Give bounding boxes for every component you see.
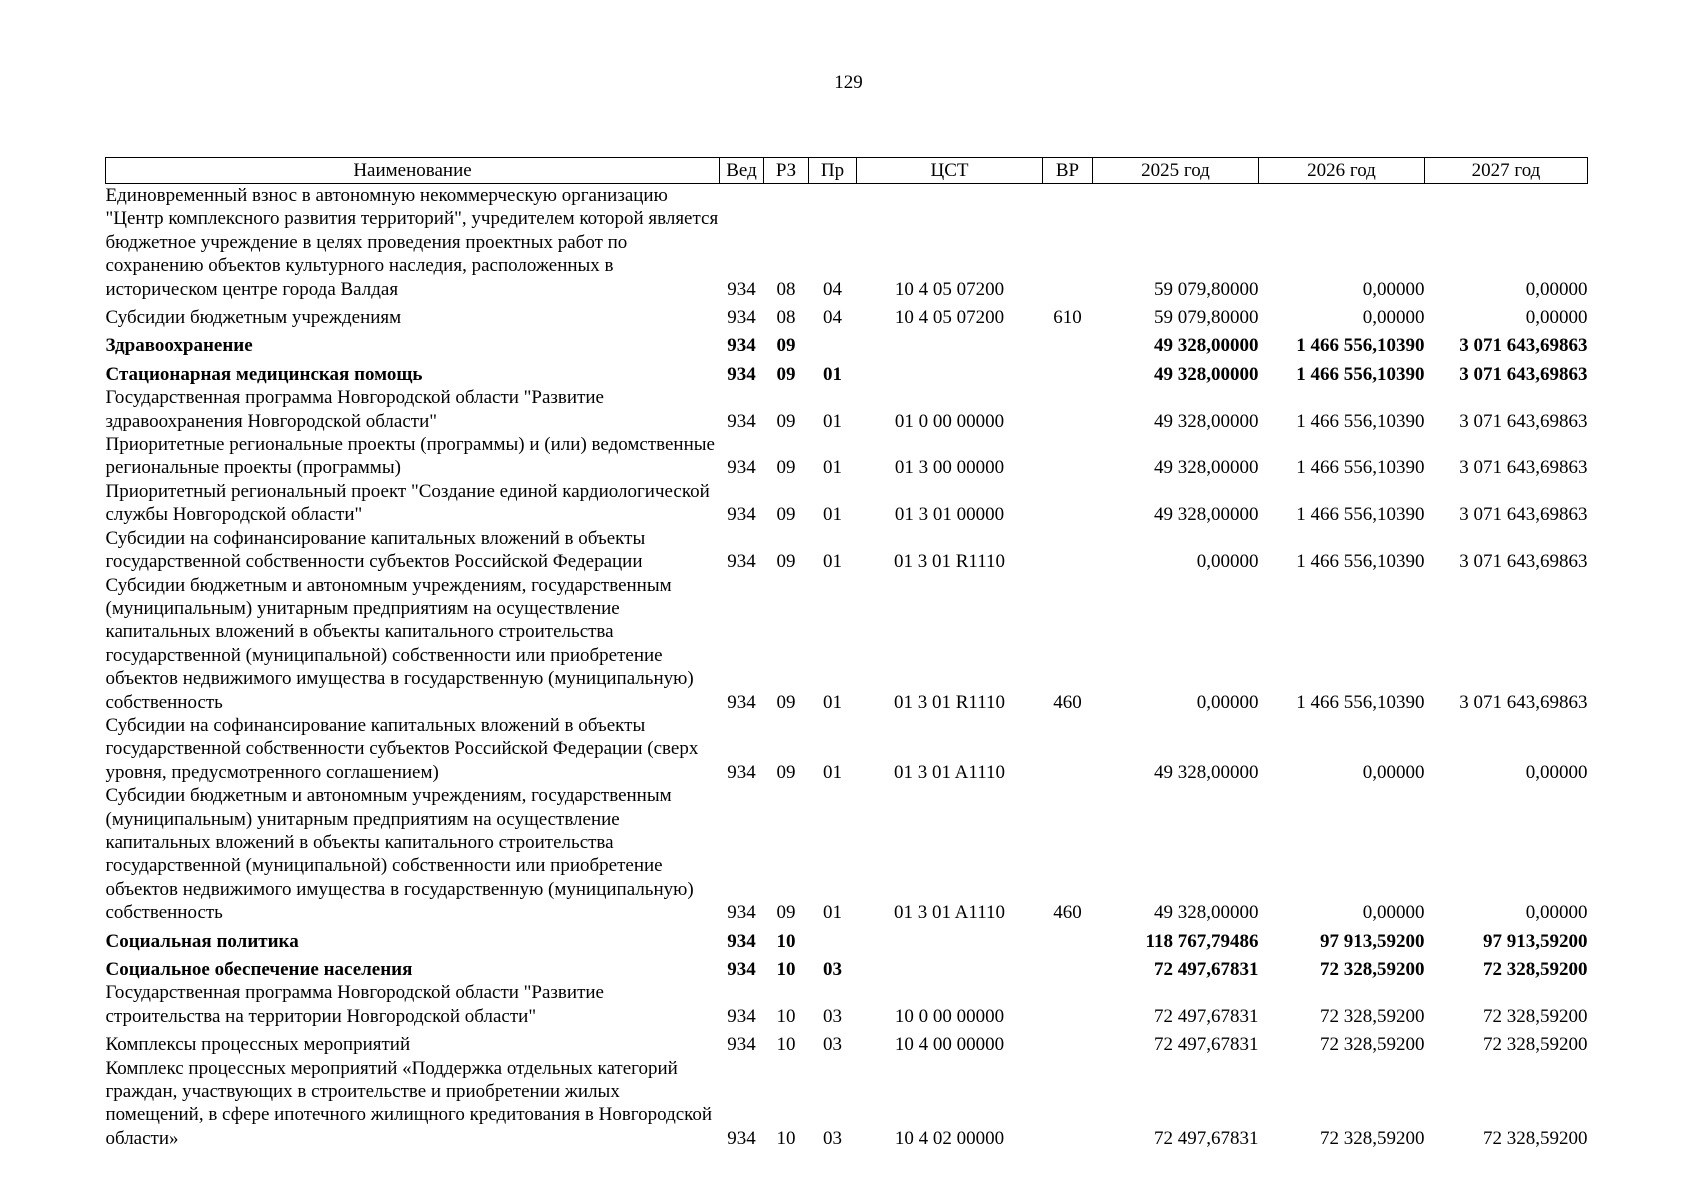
row-2025: 0,00000 — [1196, 551, 1259, 573]
row-cst: 10 4 05 07200 — [894, 307, 1005, 329]
row-rz: 10 — [776, 1034, 796, 1056]
row-rz: 08 — [776, 307, 796, 329]
header-2026: 2026 год — [1259, 158, 1425, 184]
row-vr — [1043, 433, 1093, 480]
row-2027: 3 071 643,69863 — [1459, 504, 1588, 526]
row-pr: 04 — [823, 307, 842, 329]
table-row-section — [106, 358, 1588, 386]
row-vr — [1043, 480, 1093, 527]
row-rz: 09 — [776, 691, 796, 713]
row-ved: 934 — [727, 278, 756, 300]
row-cst: 01 3 01 A1110 — [893, 761, 1005, 783]
row-cst: 01 3 01 00000 — [894, 504, 1005, 526]
row-name: Комплекс процессных мероприятий «Поддержка отдельных категорий граждан, участвующих в строительстве и приобретении жилых помещений, в сфере ипотечного жилищного кредитования в Новгородской области» — [105, 1057, 713, 1149]
table-row — [106, 480, 1588, 527]
row-rz: 10 — [776, 930, 796, 952]
row-2025: 72 497,67831 — [1154, 1005, 1259, 1027]
row-vr — [1043, 953, 1093, 981]
row-cst: 01 3 00 00000 — [894, 457, 1005, 479]
row-vr — [1043, 329, 1093, 357]
row-ved: 934 — [727, 691, 756, 713]
row-name: Субсидии на софинансирование капитальных вложений в объекты государственной собственности субъектов Российской Федерации — [105, 527, 646, 573]
header-pr: Пр — [809, 158, 857, 184]
header-2027: 2027 год — [1425, 158, 1588, 184]
table-row — [106, 1028, 1588, 1056]
row-vr — [1043, 527, 1093, 574]
row-rz: 09 — [776, 457, 796, 479]
row-cst — [857, 925, 1043, 953]
row-2025: 118 767,79486 — [1145, 930, 1259, 952]
row-cst: 01 0 00 00000 — [894, 410, 1005, 432]
row-2025: 59 079,80000 — [1154, 278, 1259, 300]
row-name: Комплексы процессных мероприятий — [105, 1034, 411, 1056]
row-2026: 0,00000 — [1362, 761, 1425, 783]
row-vr — [1043, 386, 1093, 433]
row-pr: 01 — [823, 551, 842, 573]
table-header — [106, 158, 1588, 184]
row-ved: 934 — [727, 761, 756, 783]
row-ved: 934 — [727, 1034, 756, 1056]
table-row — [106, 784, 1588, 924]
row-name: Субсидии на софинансирование капитальных вложений в объекты государственной собственности субъектов Российской Федерации (сверх уровня, предусмотренного соглашением) — [105, 714, 699, 783]
row-pr: 01 — [823, 363, 842, 385]
row-rz: 08 — [776, 278, 796, 300]
row-vr: 460 — [1053, 691, 1082, 713]
row-2027: 0,00000 — [1525, 902, 1588, 924]
header-cst: ЦСТ — [857, 158, 1043, 184]
row-rz: 10 — [776, 1005, 796, 1027]
row-2025: 59 079,80000 — [1154, 307, 1259, 329]
row-2026: 0,00000 — [1362, 278, 1425, 300]
row-rz: 09 — [776, 504, 796, 526]
row-cst: 10 4 00 00000 — [894, 1034, 1005, 1056]
row-2027: 72 328,59200 — [1483, 1005, 1588, 1027]
row-2026: 1 466 556,10390 — [1296, 504, 1425, 526]
row-2027: 97 913,59200 — [1483, 930, 1588, 952]
row-vr — [1043, 1057, 1093, 1151]
row-2026: 72 328,59200 — [1320, 1127, 1425, 1149]
table-row-section — [106, 925, 1588, 953]
table-body — [106, 184, 1588, 1151]
row-pr — [809, 329, 857, 357]
row-ved: 934 — [727, 1127, 756, 1149]
table-row-section — [106, 953, 1588, 981]
row-name: Социальная политика — [105, 930, 299, 952]
row-pr — [809, 925, 857, 953]
row-2026: 0,00000 — [1362, 902, 1425, 924]
header-rz: РЗ — [764, 158, 809, 184]
row-rz: 09 — [776, 410, 796, 432]
header-ved: Вед — [720, 158, 764, 184]
row-name: Единовременный взнос в автономную некоммерческую организацию "Центр комплексного развития территорий", учредителем которой является бюджетное учреждение в целях проведения проектных работ по сохранению объектов культурного наследия, расположенных в историческом центре города Валдая — [105, 185, 719, 300]
row-pr: 03 — [823, 959, 842, 980]
row-vr — [1043, 184, 1093, 302]
row-2027: 0,00000 — [1525, 278, 1588, 300]
row-name: Субсидии бюджетным учреждениям — [105, 307, 402, 329]
row-2025: 49 328,00000 — [1154, 410, 1259, 432]
row-2027: 3 071 643,69863 — [1459, 457, 1588, 479]
row-name: Государственная программа Новгородской области "Развитие здравоохранения Новгородской области" — [105, 387, 604, 432]
table-row — [106, 714, 1588, 784]
row-vr: 610 — [1053, 307, 1082, 329]
row-cst — [857, 953, 1043, 981]
row-name: Субсидии бюджетным и автономным учреждениям, государственным (муниципальным) унитарным предприятиям на осуществление капитальных вложений в объекты капитального строительства государственной (муниципальной) собственности или приобретение объектов недвижимого имущества в государственную (муниципальную) собственность — [105, 574, 694, 713]
row-rz: 09 — [776, 761, 796, 783]
row-2025: 49 328,00000 — [1154, 504, 1259, 526]
row-2026: 0,00000 — [1362, 307, 1425, 329]
row-vr — [1043, 358, 1093, 386]
row-name: Здравоохранение — [105, 335, 253, 357]
table-row — [106, 386, 1588, 433]
row-ved: 934 — [727, 930, 756, 952]
row-cst — [857, 329, 1043, 357]
row-ved: 934 — [727, 457, 756, 479]
row-2025: 72 497,67831 — [1154, 1127, 1259, 1149]
row-ved: 934 — [727, 410, 756, 432]
row-pr: 04 — [823, 278, 842, 300]
row-name: Стационарная медицинская помощь — [105, 363, 423, 385]
table-row-section — [106, 329, 1588, 357]
page-number: 129 — [834, 72, 863, 93]
row-name: Субсидии бюджетным и автономным учреждениям, государственным (муниципальным) унитарным предприятиям на осуществление капитальных вложений в объекты капитального строительства государственной (муниципальной) собственности или приобретение объектов недвижимого имущества в государственную (муниципальную) собственность — [105, 785, 694, 924]
budget-table — [105, 157, 1588, 1150]
row-pr: 01 — [823, 761, 842, 783]
table-row — [106, 574, 1588, 714]
row-pr: 01 — [823, 691, 842, 713]
row-ved: 934 — [727, 363, 756, 385]
row-ved: 934 — [727, 504, 756, 526]
row-cst: 01 3 01 R1110 — [893, 691, 1005, 713]
row-cst — [857, 358, 1043, 386]
row-2026: 72 328,59200 — [1320, 1005, 1425, 1027]
row-vr — [1043, 714, 1093, 784]
table-row — [106, 184, 1588, 302]
row-rz: 09 — [776, 363, 796, 385]
row-pr: 01 — [823, 504, 842, 526]
row-2026: 1 466 556,10390 — [1296, 457, 1425, 479]
row-pr: 03 — [823, 1127, 842, 1149]
row-2025: 49 328,00000 — [1154, 457, 1259, 479]
row-2025: 49 328,00000 — [1154, 363, 1259, 385]
row-2026: 72 328,59200 — [1320, 959, 1425, 980]
row-2027: 72 328,59200 — [1483, 1127, 1588, 1149]
row-pr: 01 — [823, 457, 842, 479]
row-rz: 10 — [776, 959, 796, 980]
row-2027: 0,00000 — [1525, 307, 1588, 329]
row-2027: 3 071 643,69863 — [1459, 410, 1588, 432]
row-2026: 1 466 556,10390 — [1296, 363, 1425, 385]
row-2025: 49 328,00000 — [1154, 902, 1259, 924]
table-row — [106, 1057, 1588, 1151]
row-rz: 09 — [776, 551, 796, 573]
row-2027: 3 071 643,69863 — [1459, 363, 1588, 385]
row-ved: 934 — [727, 551, 756, 573]
row-2025: 49 328,00000 — [1154, 761, 1259, 783]
row-name: Приоритетный региональный проект "Создание единой кардиологической службы Новгородской области" — [105, 480, 710, 526]
row-name: Приоритетные региональные проекты (программы) и (или) ведомственные региональные проекты (программы) — [105, 434, 715, 479]
row-vr — [1043, 981, 1093, 1028]
row-2025: 72 497,67831 — [1154, 959, 1259, 980]
row-ved: 934 — [727, 959, 756, 980]
row-2025: 49 328,00000 — [1154, 335, 1259, 357]
row-2026: 1 466 556,10390 — [1296, 410, 1425, 432]
row-2026: 1 466 556,10390 — [1296, 551, 1425, 573]
header-2025: 2025 год — [1093, 158, 1259, 184]
header-vr: ВР — [1043, 158, 1093, 184]
row-2027: 72 328,59200 — [1483, 1034, 1588, 1056]
row-ved: 934 — [727, 1005, 756, 1027]
row-2027: 0,00000 — [1525, 761, 1588, 783]
row-vr — [1043, 1028, 1093, 1056]
row-pr: 03 — [823, 1005, 842, 1027]
row-2025: 0,00000 — [1196, 691, 1259, 713]
row-vr — [1043, 925, 1093, 953]
row-pr: 01 — [823, 902, 842, 924]
row-2026: 72 328,59200 — [1320, 1034, 1425, 1056]
row-cst: 01 3 01 A1110 — [893, 902, 1005, 924]
row-pr: 03 — [823, 1034, 842, 1056]
row-rz: 09 — [776, 902, 796, 924]
row-2026: 1 466 556,10390 — [1296, 691, 1425, 713]
header-name: Наименование — [106, 158, 720, 184]
table-row — [106, 981, 1588, 1028]
row-cst: 10 4 05 07200 — [894, 278, 1005, 300]
row-cst: 10 4 02 00000 — [894, 1127, 1005, 1149]
row-name: Социальное обеспечение населения — [105, 959, 413, 980]
row-ved: 934 — [727, 307, 756, 329]
row-rz: 10 — [776, 1127, 796, 1149]
row-pr: 01 — [823, 410, 842, 432]
row-2026: 97 913,59200 — [1320, 930, 1425, 952]
row-2026: 1 466 556,10390 — [1296, 335, 1425, 357]
row-2027: 3 071 643,69863 — [1459, 551, 1588, 573]
row-name: Государственная программа Новгородской области "Развитие строительства на территории Новгородской области" — [105, 982, 604, 1027]
table-row — [106, 301, 1588, 329]
row-2025: 72 497,67831 — [1154, 1034, 1259, 1056]
row-rz: 09 — [776, 335, 796, 357]
row-2027: 72 328,59200 — [1483, 959, 1588, 980]
table-row — [106, 527, 1588, 574]
row-cst: 01 3 01 R1110 — [893, 551, 1005, 573]
row-cst: 10 0 00 00000 — [894, 1005, 1005, 1027]
row-ved: 934 — [727, 902, 756, 924]
row-2027: 3 071 643,69863 — [1459, 335, 1588, 357]
table-row — [106, 433, 1588, 480]
row-vr: 460 — [1053, 902, 1082, 924]
row-ved: 934 — [727, 335, 756, 357]
row-2027: 3 071 643,69863 — [1459, 691, 1588, 713]
